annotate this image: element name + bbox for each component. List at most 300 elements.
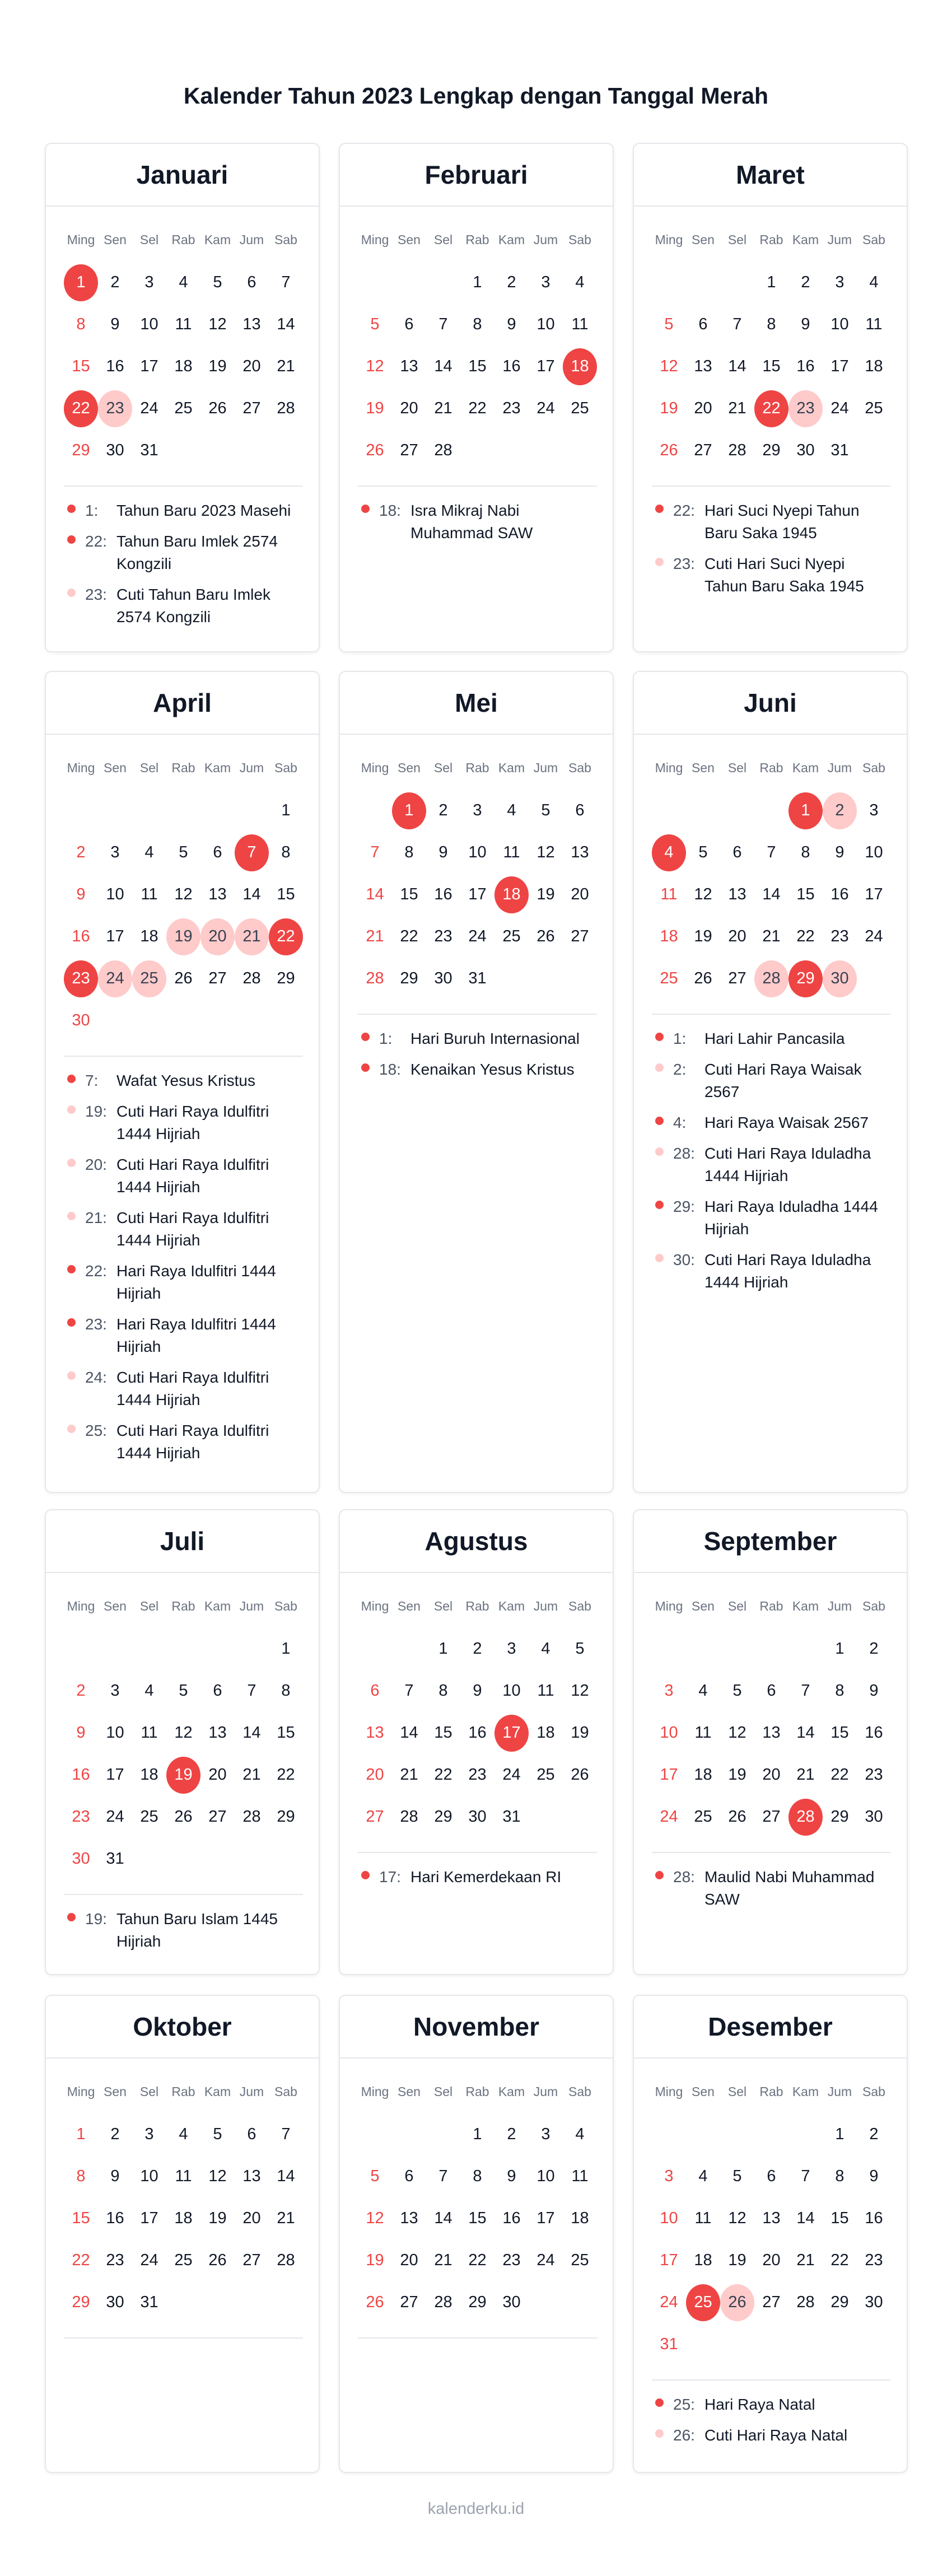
day-cell[interactable]	[823, 2239, 857, 2281]
day-cell[interactable]	[200, 2239, 235, 2281]
day-cell[interactable]	[235, 2197, 269, 2239]
day-cell[interactable]	[460, 2113, 494, 2155]
day-cell[interactable]	[788, 2155, 823, 2197]
day-cell[interactable]	[98, 1670, 132, 1712]
day-cell[interactable]	[754, 1796, 788, 1838]
day-cell[interactable]	[269, 1670, 303, 1712]
day-cell[interactable]	[426, 916, 460, 958]
day-cell[interactable]	[98, 832, 132, 874]
day-cell[interactable]	[64, 346, 98, 388]
day-cell[interactable]	[200, 916, 235, 958]
day-cell[interactable]	[754, 2281, 788, 2323]
day-cell[interactable]	[754, 916, 788, 958]
day-cell[interactable]	[720, 1796, 754, 1838]
day-cell[interactable]	[494, 874, 529, 916]
day-cell[interactable]	[754, 1670, 788, 1712]
day-cell[interactable]	[857, 2155, 891, 2197]
day-cell[interactable]	[857, 262, 891, 304]
day-cell[interactable]	[358, 2281, 392, 2323]
day-cell[interactable]	[269, 2239, 303, 2281]
day-cell[interactable]	[494, 304, 529, 346]
day-cell[interactable]	[200, 832, 235, 874]
day-cell[interactable]	[788, 1670, 823, 1712]
day-cell[interactable]	[788, 346, 823, 388]
day-cell[interactable]	[235, 958, 269, 1000]
day-cell[interactable]	[98, 346, 132, 388]
day-cell[interactable]	[426, 958, 460, 1000]
day-cell[interactable]	[235, 916, 269, 958]
day-cell[interactable]	[64, 1712, 98, 1754]
day-cell[interactable]	[235, 874, 269, 916]
day-cell[interactable]	[652, 2197, 686, 2239]
day-cell[interactable]	[460, 874, 494, 916]
day-cell[interactable]	[529, 916, 563, 958]
day-cell[interactable]	[166, 2113, 200, 2155]
day-cell[interactable]	[392, 2197, 426, 2239]
day-cell[interactable]	[857, 2281, 891, 2323]
day-cell[interactable]	[686, 388, 720, 430]
day-cell[interactable]	[754, 346, 788, 388]
day-cell[interactable]	[754, 2155, 788, 2197]
day-cell[interactable]	[494, 2113, 529, 2155]
day-cell[interactable]	[166, 346, 200, 388]
day-cell[interactable]	[64, 262, 98, 304]
day-cell[interactable]	[823, 1628, 857, 1670]
day-cell[interactable]	[494, 1628, 529, 1670]
day-cell[interactable]	[823, 2281, 857, 2323]
day-cell[interactable]	[823, 1670, 857, 1712]
day-cell[interactable]	[652, 832, 686, 874]
day-cell[interactable]	[754, 832, 788, 874]
day-cell[interactable]	[788, 262, 823, 304]
day-cell[interactable]	[426, 1628, 460, 1670]
day-cell[interactable]	[358, 832, 392, 874]
day-cell[interactable]	[788, 1796, 823, 1838]
day-cell[interactable]	[563, 262, 597, 304]
day-cell[interactable]	[166, 1754, 200, 1796]
day-cell[interactable]	[652, 430, 686, 472]
day-cell[interactable]	[494, 1754, 529, 1796]
day-cell[interactable]	[200, 1712, 235, 1754]
day-cell[interactable]	[98, 388, 132, 430]
day-cell[interactable]	[563, 304, 597, 346]
day-cell[interactable]	[823, 2155, 857, 2197]
day-cell[interactable]	[132, 2239, 166, 2281]
day-cell[interactable]	[132, 916, 166, 958]
day-cell[interactable]	[823, 1754, 857, 1796]
day-cell[interactable]	[563, 2239, 597, 2281]
day-cell[interactable]	[358, 1712, 392, 1754]
day-cell[interactable]	[392, 874, 426, 916]
day-cell[interactable]	[392, 1796, 426, 1838]
day-cell[interactable]	[720, 304, 754, 346]
day-cell[interactable]	[720, 1712, 754, 1754]
day-cell[interactable]	[200, 346, 235, 388]
day-cell[interactable]	[269, 388, 303, 430]
day-cell[interactable]	[426, 2155, 460, 2197]
day-cell[interactable]	[563, 790, 597, 832]
day-cell[interactable]	[132, 2281, 166, 2323]
day-cell[interactable]	[686, 304, 720, 346]
day-cell[interactable]	[98, 1838, 132, 1880]
day-cell[interactable]	[132, 1754, 166, 1796]
day-cell[interactable]	[823, 916, 857, 958]
day-cell[interactable]	[166, 916, 200, 958]
day-cell[interactable]	[494, 2155, 529, 2197]
day-cell[interactable]	[392, 2281, 426, 2323]
day-cell[interactable]	[235, 2155, 269, 2197]
day-cell[interactable]	[720, 1754, 754, 1796]
day-cell[interactable]	[98, 2113, 132, 2155]
day-cell[interactable]	[426, 1670, 460, 1712]
day-cell[interactable]	[98, 2155, 132, 2197]
day-cell[interactable]	[823, 832, 857, 874]
day-cell[interactable]	[64, 2113, 98, 2155]
day-cell[interactable]	[392, 2155, 426, 2197]
day-cell[interactable]	[652, 2239, 686, 2281]
day-cell[interactable]	[358, 2155, 392, 2197]
day-cell[interactable]	[166, 388, 200, 430]
day-cell[interactable]	[529, 304, 563, 346]
day-cell[interactable]	[235, 1796, 269, 1838]
day-cell[interactable]	[358, 916, 392, 958]
day-cell[interactable]	[460, 1628, 494, 1670]
day-cell[interactable]	[460, 832, 494, 874]
day-cell[interactable]	[269, 916, 303, 958]
day-cell[interactable]	[563, 832, 597, 874]
day-cell[interactable]	[200, 874, 235, 916]
day-cell[interactable]	[235, 2239, 269, 2281]
day-cell[interactable]	[686, 1712, 720, 1754]
day-cell[interactable]	[823, 958, 857, 1000]
day-cell[interactable]	[754, 958, 788, 1000]
day-cell[interactable]	[494, 1712, 529, 1754]
day-cell[interactable]	[460, 2197, 494, 2239]
day-cell[interactable]	[358, 388, 392, 430]
day-cell[interactable]	[529, 2239, 563, 2281]
day-cell[interactable]	[720, 430, 754, 472]
day-cell[interactable]	[823, 262, 857, 304]
day-cell[interactable]	[754, 2197, 788, 2239]
day-cell[interactable]	[652, 2281, 686, 2323]
day-cell[interactable]	[132, 1670, 166, 1712]
day-cell[interactable]	[200, 2155, 235, 2197]
day-cell[interactable]	[132, 262, 166, 304]
day-cell[interactable]	[460, 262, 494, 304]
day-cell[interactable]	[460, 958, 494, 1000]
day-cell[interactable]	[64, 2197, 98, 2239]
day-cell[interactable]	[686, 832, 720, 874]
day-cell[interactable]	[686, 2155, 720, 2197]
day-cell[interactable]	[788, 916, 823, 958]
day-cell[interactable]	[166, 2239, 200, 2281]
day-cell[interactable]	[269, 832, 303, 874]
day-cell[interactable]	[64, 832, 98, 874]
day-cell[interactable]	[269, 1754, 303, 1796]
day-cell[interactable]	[358, 346, 392, 388]
day-cell[interactable]	[494, 916, 529, 958]
day-cell[interactable]	[392, 304, 426, 346]
day-cell[interactable]	[426, 1712, 460, 1754]
day-cell[interactable]	[857, 2239, 891, 2281]
day-cell[interactable]	[64, 1838, 98, 1880]
day-cell[interactable]	[686, 1754, 720, 1796]
day-cell[interactable]	[235, 2113, 269, 2155]
day-cell[interactable]	[132, 874, 166, 916]
day-cell[interactable]	[358, 874, 392, 916]
day-cell[interactable]	[529, 2197, 563, 2239]
day-cell[interactable]	[686, 916, 720, 958]
day-cell[interactable]	[166, 2155, 200, 2197]
day-cell[interactable]	[788, 958, 823, 1000]
day-cell[interactable]	[720, 832, 754, 874]
day-cell[interactable]	[720, 2239, 754, 2281]
day-cell[interactable]	[392, 1712, 426, 1754]
day-cell[interactable]	[98, 1754, 132, 1796]
day-cell[interactable]	[269, 2155, 303, 2197]
day-cell[interactable]	[529, 1628, 563, 1670]
day-cell[interactable]	[426, 430, 460, 472]
day-cell[interactable]	[64, 1000, 98, 1042]
day-cell[interactable]	[563, 346, 597, 388]
day-cell[interactable]	[392, 1754, 426, 1796]
day-cell[interactable]	[823, 1796, 857, 1838]
day-cell[interactable]	[98, 874, 132, 916]
day-cell[interactable]	[98, 430, 132, 472]
day-cell[interactable]	[200, 2197, 235, 2239]
day-cell[interactable]	[98, 2239, 132, 2281]
day-cell[interactable]	[426, 346, 460, 388]
day-cell[interactable]	[98, 1712, 132, 1754]
day-cell[interactable]	[426, 790, 460, 832]
day-cell[interactable]	[788, 388, 823, 430]
day-cell[interactable]	[166, 304, 200, 346]
day-cell[interactable]	[686, 958, 720, 1000]
day-cell[interactable]	[132, 1796, 166, 1838]
day-cell[interactable]	[494, 346, 529, 388]
day-cell[interactable]	[358, 1670, 392, 1712]
day-cell[interactable]	[64, 2155, 98, 2197]
day-cell[interactable]	[652, 1712, 686, 1754]
day-cell[interactable]	[358, 304, 392, 346]
day-cell[interactable]	[823, 304, 857, 346]
day-cell[interactable]	[788, 304, 823, 346]
day-cell[interactable]	[857, 2197, 891, 2239]
day-cell[interactable]	[269, 958, 303, 1000]
day-cell[interactable]	[823, 2197, 857, 2239]
day-cell[interactable]	[720, 1670, 754, 1712]
day-cell[interactable]	[269, 2197, 303, 2239]
day-cell[interactable]	[686, 1796, 720, 1838]
day-cell[interactable]	[857, 388, 891, 430]
day-cell[interactable]	[529, 790, 563, 832]
day-cell[interactable]	[98, 2281, 132, 2323]
day-cell[interactable]	[823, 790, 857, 832]
day-cell[interactable]	[788, 430, 823, 472]
day-cell[interactable]	[200, 2113, 235, 2155]
day-cell[interactable]	[64, 388, 98, 430]
day-cell[interactable]	[132, 430, 166, 472]
day-cell[interactable]	[686, 1670, 720, 1712]
day-cell[interactable]	[200, 388, 235, 430]
day-cell[interactable]	[529, 2113, 563, 2155]
day-cell[interactable]	[494, 1670, 529, 1712]
day-cell[interactable]	[857, 1670, 891, 1712]
day-cell[interactable]	[823, 1712, 857, 1754]
day-cell[interactable]	[652, 2155, 686, 2197]
day-cell[interactable]	[269, 262, 303, 304]
day-cell[interactable]	[460, 1670, 494, 1712]
day-cell[interactable]	[132, 1712, 166, 1754]
day-cell[interactable]	[529, 1754, 563, 1796]
day-cell[interactable]	[460, 2281, 494, 2323]
day-cell[interactable]	[494, 790, 529, 832]
day-cell[interactable]	[200, 304, 235, 346]
day-cell[interactable]	[754, 388, 788, 430]
day-cell[interactable]	[460, 304, 494, 346]
day-cell[interactable]	[857, 1754, 891, 1796]
day-cell[interactable]	[460, 1796, 494, 1838]
day-cell[interactable]	[686, 874, 720, 916]
day-cell[interactable]	[460, 2155, 494, 2197]
day-cell[interactable]	[269, 2113, 303, 2155]
day-cell[interactable]	[460, 916, 494, 958]
day-cell[interactable]	[132, 346, 166, 388]
day-cell[interactable]	[494, 388, 529, 430]
day-cell[interactable]	[166, 1796, 200, 1838]
day-cell[interactable]	[269, 304, 303, 346]
day-cell[interactable]	[788, 874, 823, 916]
day-cell[interactable]	[200, 1670, 235, 1712]
day-cell[interactable]	[563, 1754, 597, 1796]
day-cell[interactable]	[64, 430, 98, 472]
day-cell[interactable]	[392, 1670, 426, 1712]
day-cell[interactable]	[235, 1754, 269, 1796]
day-cell[interactable]	[269, 1628, 303, 1670]
day-cell[interactable]	[460, 388, 494, 430]
day-cell[interactable]	[358, 958, 392, 1000]
day-cell[interactable]	[460, 1754, 494, 1796]
day-cell[interactable]	[720, 874, 754, 916]
day-cell[interactable]	[754, 1712, 788, 1754]
day-cell[interactable]	[788, 1754, 823, 1796]
day-cell[interactable]	[494, 1796, 529, 1838]
day-cell[interactable]	[132, 832, 166, 874]
day-cell[interactable]	[494, 2197, 529, 2239]
day-cell[interactable]	[426, 1796, 460, 1838]
day-cell[interactable]	[98, 958, 132, 1000]
day-cell[interactable]	[269, 1712, 303, 1754]
day-cell[interactable]	[269, 1796, 303, 1838]
day-cell[interactable]	[98, 916, 132, 958]
day-cell[interactable]	[720, 2281, 754, 2323]
day-cell[interactable]	[529, 262, 563, 304]
day-cell[interactable]	[98, 304, 132, 346]
day-cell[interactable]	[64, 304, 98, 346]
day-cell[interactable]	[460, 1712, 494, 1754]
day-cell[interactable]	[529, 1670, 563, 1712]
day-cell[interactable]	[235, 304, 269, 346]
day-cell[interactable]	[857, 1796, 891, 1838]
day-cell[interactable]	[857, 874, 891, 916]
day-cell[interactable]	[392, 958, 426, 1000]
day-cell[interactable]	[529, 388, 563, 430]
day-cell[interactable]	[563, 1712, 597, 1754]
day-cell[interactable]	[235, 262, 269, 304]
day-cell[interactable]	[392, 346, 426, 388]
day-cell[interactable]	[494, 262, 529, 304]
day-cell[interactable]	[754, 262, 788, 304]
day-cell[interactable]	[235, 1712, 269, 1754]
day-cell[interactable]	[166, 262, 200, 304]
day-cell[interactable]	[686, 430, 720, 472]
day-cell[interactable]	[563, 2197, 597, 2239]
day-cell[interactable]	[132, 2197, 166, 2239]
day-cell[interactable]	[788, 2197, 823, 2239]
day-cell[interactable]	[460, 346, 494, 388]
day-cell[interactable]	[392, 832, 426, 874]
day-cell[interactable]	[652, 346, 686, 388]
day-cell[interactable]	[358, 2197, 392, 2239]
day-cell[interactable]	[823, 388, 857, 430]
day-cell[interactable]	[823, 346, 857, 388]
day-cell[interactable]	[166, 874, 200, 916]
day-cell[interactable]	[823, 2113, 857, 2155]
day-cell[interactable]	[426, 832, 460, 874]
day-cell[interactable]	[64, 1796, 98, 1838]
day-cell[interactable]	[754, 874, 788, 916]
day-cell[interactable]	[98, 1796, 132, 1838]
day-cell[interactable]	[426, 1754, 460, 1796]
day-cell[interactable]	[200, 958, 235, 1000]
day-cell[interactable]	[686, 346, 720, 388]
day-cell[interactable]	[426, 2281, 460, 2323]
day-cell[interactable]	[392, 790, 426, 832]
day-cell[interactable]	[529, 874, 563, 916]
day-cell[interactable]	[563, 2155, 597, 2197]
day-cell[interactable]	[166, 2197, 200, 2239]
day-cell[interactable]	[166, 1712, 200, 1754]
day-cell[interactable]	[529, 1712, 563, 1754]
day-cell[interactable]	[686, 2281, 720, 2323]
day-cell[interactable]	[857, 832, 891, 874]
day-cell[interactable]	[64, 1754, 98, 1796]
day-cell[interactable]	[529, 2155, 563, 2197]
day-cell[interactable]	[132, 2155, 166, 2197]
day-cell[interactable]	[98, 262, 132, 304]
day-cell[interactable]	[460, 2239, 494, 2281]
day-cell[interactable]	[64, 1670, 98, 1712]
day-cell[interactable]	[857, 304, 891, 346]
day-cell[interactable]	[392, 430, 426, 472]
day-cell[interactable]	[686, 2197, 720, 2239]
day-cell[interactable]	[494, 2281, 529, 2323]
day-cell[interactable]	[857, 790, 891, 832]
day-cell[interactable]	[200, 262, 235, 304]
day-cell[interactable]	[494, 832, 529, 874]
day-cell[interactable]	[652, 304, 686, 346]
day-cell[interactable]	[563, 388, 597, 430]
day-cell[interactable]	[652, 2323, 686, 2365]
day-cell[interactable]	[166, 958, 200, 1000]
day-cell[interactable]	[529, 832, 563, 874]
day-cell[interactable]	[132, 304, 166, 346]
day-cell[interactable]	[269, 790, 303, 832]
day-cell[interactable]	[652, 388, 686, 430]
day-cell[interactable]	[392, 388, 426, 430]
day-cell[interactable]	[788, 2239, 823, 2281]
day-cell[interactable]	[857, 1628, 891, 1670]
